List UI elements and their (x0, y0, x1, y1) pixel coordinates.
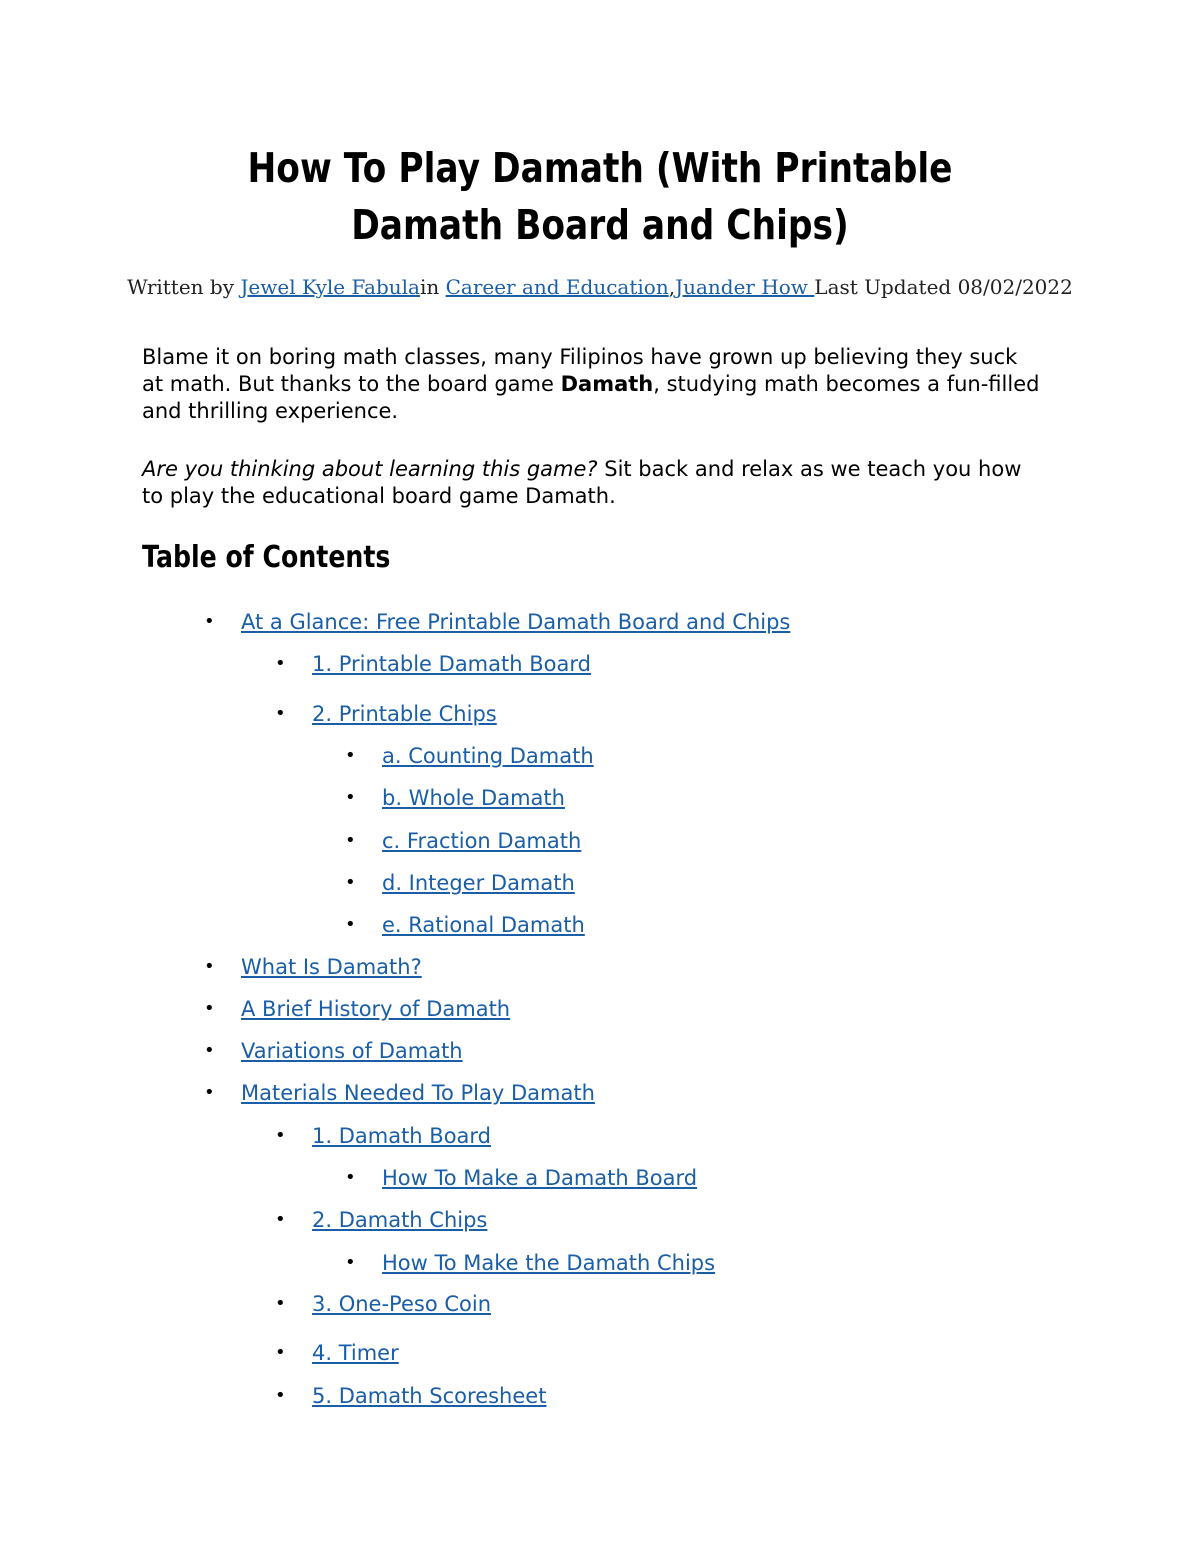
toc-item (204, 994, 511, 1024)
byline-separator: , (668, 275, 676, 299)
toc-item (345, 741, 594, 771)
toc-item (345, 783, 565, 813)
toc-link[interactable]: A Brief History of Damath (241, 997, 511, 1021)
toc-item (345, 910, 585, 940)
toc-link[interactable]: What Is Damath? (241, 955, 422, 979)
bullet-icon: • (275, 1385, 286, 1406)
toc-link[interactable]: 1. Damath Board (312, 1124, 492, 1148)
toc-item (275, 1121, 492, 1151)
bullet-icon: • (204, 956, 215, 977)
last-updated: Last Updated 08/02/2022 (814, 275, 1073, 299)
toc-item (275, 699, 497, 729)
intro-text-2: , studying math becomes a fun-filled and thrilling experience. (142, 372, 1040, 423)
article-title: How To Play Damath (With Printable Damath Board and Chips) (247, 144, 953, 249)
toc-link[interactable]: a. Counting Damath (382, 744, 594, 768)
toc-link[interactable]: 2. Printable Chips (312, 702, 497, 726)
toc-link[interactable]: c. Fraction Damath (382, 829, 582, 853)
author-link[interactable]: Jewel Kyle Fabula (240, 275, 420, 299)
toc-link[interactable]: At a Glance: Free Printable Damath Board and Chips (241, 610, 791, 634)
second-italic-question: Are you thinking about learning this game? (142, 457, 598, 481)
toc-item (204, 607, 791, 637)
toc-link[interactable]: Materials Needed To Play Damath (241, 1081, 595, 1105)
toc-item (275, 1205, 488, 1235)
bullet-icon: • (345, 914, 356, 935)
bullet-icon: • (204, 1040, 215, 1061)
toc-link[interactable]: e. Rational Damath (382, 913, 585, 937)
toc-item (345, 826, 582, 856)
toc-heading: Table of Contents (142, 540, 391, 575)
bullet-icon: • (345, 787, 356, 808)
toc-item (204, 952, 422, 982)
toc-item (345, 1163, 698, 1193)
toc-item (204, 1078, 595, 1108)
toc-item (204, 1036, 463, 1066)
toc-item (345, 868, 575, 898)
intro-bold-damath: Damath (560, 372, 654, 396)
toc-link[interactable]: 2. Damath Chips (312, 1208, 488, 1232)
toc-item (275, 649, 591, 679)
article-byline (120, 273, 1080, 302)
toc-link[interactable]: d. Integer Damath (382, 871, 575, 895)
byline-written-by: Written by (127, 275, 241, 299)
toc-link[interactable]: 1. Printable Damath Board (312, 652, 591, 676)
bullet-icon: • (275, 703, 286, 724)
second-text: Sit back and relax as we teach you how to play the educational board game Damath. (142, 457, 1022, 508)
toc-link[interactable]: b. Whole Damath (382, 786, 565, 810)
toc-item (275, 1289, 492, 1319)
bullet-icon: • (275, 1125, 286, 1146)
toc-item (345, 1248, 716, 1278)
toc-item (275, 1338, 399, 1368)
bullet-icon: • (275, 1342, 286, 1363)
bullet-icon: • (204, 611, 215, 632)
bullet-icon: • (345, 1252, 356, 1273)
toc-link[interactable]: 4. Timer (312, 1341, 399, 1365)
bullet-icon: • (345, 872, 356, 893)
toc-link[interactable]: How To Make a Damath Board (382, 1166, 698, 1190)
bullet-icon: • (345, 745, 356, 766)
bullet-icon: • (345, 830, 356, 851)
category-link-career-education[interactable]: Career and Education (445, 275, 669, 299)
bullet-icon: • (275, 1293, 286, 1314)
bullet-icon: • (275, 1209, 286, 1230)
intro-text-1: Blame it on boring math classes, many Filipinos have grown up believing they suck at math. But thanks to the board game (142, 345, 1018, 396)
toc-link[interactable]: 3. One-Peso Coin (312, 1292, 492, 1316)
bullet-icon: • (275, 653, 286, 674)
bullet-icon: • (345, 1167, 356, 1188)
bullet-icon: • (204, 998, 215, 1019)
bullet-icon: • (204, 1082, 215, 1103)
toc-link[interactable]: How To Make the Damath Chips (382, 1251, 716, 1275)
second-paragraph (142, 456, 1042, 510)
category-link-juander-how[interactable]: Juander How (675, 275, 815, 299)
byline-in: in (419, 275, 446, 299)
intro-paragraph (142, 344, 1042, 425)
toc-link[interactable]: Variations of Damath (241, 1039, 463, 1063)
toc-item (275, 1381, 547, 1411)
toc-link[interactable]: 5. Damath Scoresheet (312, 1384, 547, 1408)
